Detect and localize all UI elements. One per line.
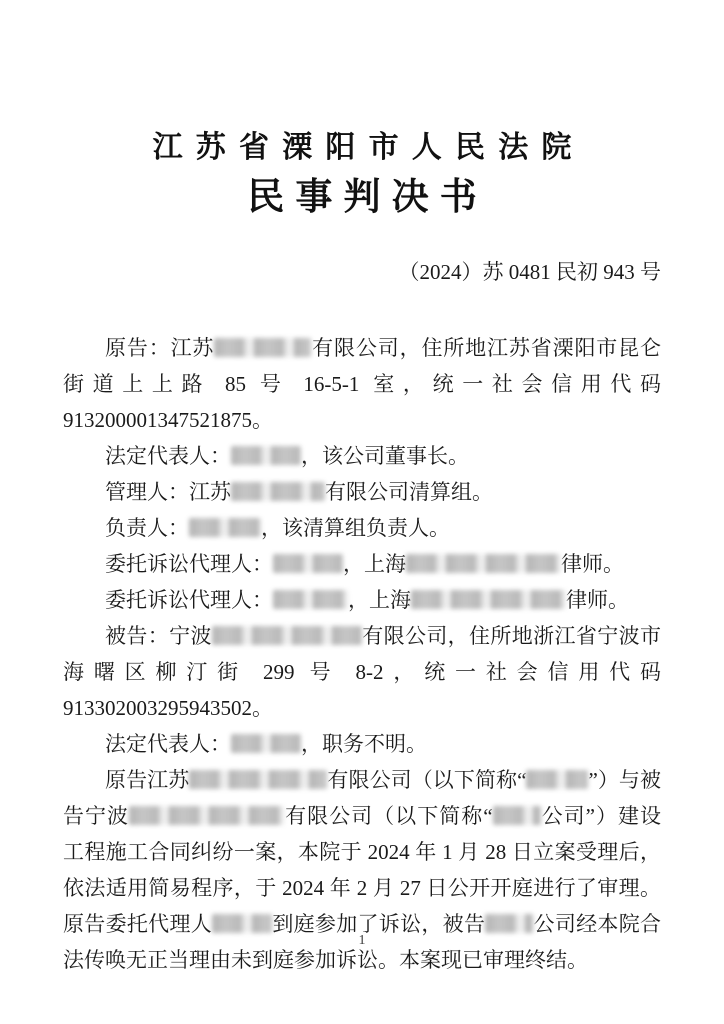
document-body [63,330,661,978]
redacted-text [273,590,348,609]
redacted-text [231,446,301,465]
paragraph: 委托诉讼代理人： ，上海 律师。 [105,552,624,576]
paragraph: 管理人：江苏 有限公司清算组。 [105,480,493,504]
redacted-text [189,518,261,537]
paragraph: 被告：宁波 有限公司，住所地浙江省宁波市海曙区柳汀街 299 号 8-2，统一社会信用代码 913302003295943502。 [63,624,662,720]
redacted-text [231,482,325,501]
paragraph: 原告江苏 有限公司（以下简称“ ”）与被告宁波 有限公司（以下简称“ 公司”）建设工程施工合同纠纷一案，本院于 2024 年 1 月 28 日立案受理后，依法适用简易程序，于 2024 年 2 月 27 日公开开庭进行了审理。原告委托代理人 到庭参加了诉讼，被告 公司经本院合法传唤无正当理由未到庭参加诉讼。本案现已审理终结。 [63,768,662,972]
paragraph: 法定代表人： ，职务不明。 [105,732,427,756]
paragraph: 负责人： ，该清算组负责人。 [105,516,450,540]
redacted-text [129,806,284,825]
redacted-text [212,626,362,645]
page-number: 1 [358,933,366,948]
redacted-text [406,554,561,573]
court-name-title: 江苏省溧阳市人民法院 [152,131,585,164]
redacted-text [411,590,566,609]
paragraph: 法定代表人： ，该公司董事长。 [105,444,469,468]
paragraph: 委托诉讼代理人： ，上海 律师。 [105,588,629,612]
redacted-text [189,770,327,789]
document-type-title: 民事判决书 [247,177,488,218]
paragraph: 原告：江苏 有限公司，住所地江苏省溧阳市昆仑街道上上路 85 号 16-5-1 室，统一社会信用代码 913200001347521875。 [63,336,662,432]
redacted-text [526,770,588,789]
case-number: （2024）苏 0481 民初 943 号 [398,260,661,284]
redacted-text [231,734,301,753]
redacted-text [493,806,541,825]
redacted-text [214,338,311,357]
redacted-text [273,554,343,573]
